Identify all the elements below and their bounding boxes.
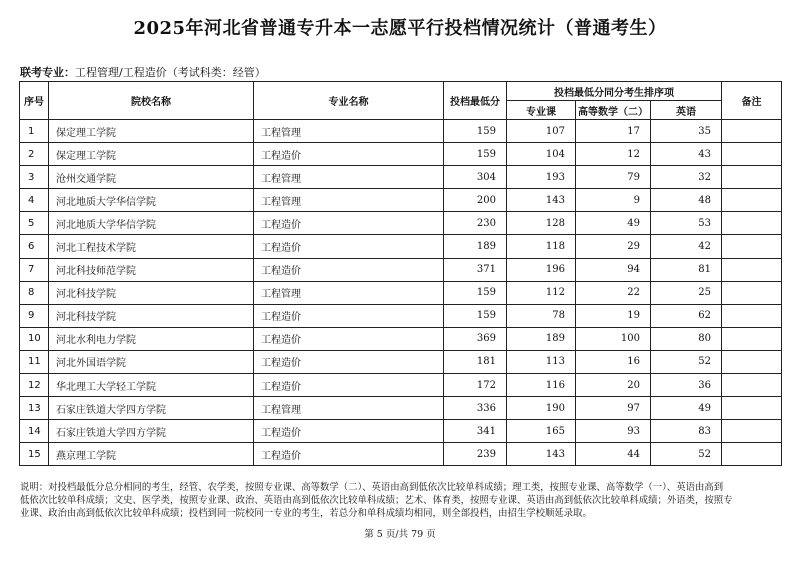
header-rank-english: 英语 bbox=[651, 101, 722, 120]
cell-school: 燕京理工学院 bbox=[49, 443, 254, 466]
cell-rank-major: 104 bbox=[507, 143, 576, 166]
table-row bbox=[20, 420, 782, 443]
cell-school: 河北工程技术学院 bbox=[49, 235, 254, 258]
cell-major: 工程管理 bbox=[254, 120, 444, 143]
cell-rank-english: 48 bbox=[651, 189, 722, 212]
table-row bbox=[20, 397, 782, 420]
cell-major: 工程造价 bbox=[254, 304, 444, 327]
cell-rank-math: 49 bbox=[576, 212, 651, 235]
cell-min-score: 371 bbox=[444, 258, 507, 281]
cell-rank-major: 165 bbox=[507, 420, 576, 443]
subject-value: 工程管理/工程造价（考试科类：经管） bbox=[75, 66, 266, 79]
table-row bbox=[20, 189, 782, 212]
cell-min-score: 336 bbox=[444, 397, 507, 420]
subject-label: 联考专业： bbox=[20, 66, 75, 79]
cell-rank-math: 97 bbox=[576, 397, 651, 420]
admission-table bbox=[19, 81, 782, 466]
cell-rank-major: 190 bbox=[507, 397, 576, 420]
cell-rank-major: 143 bbox=[507, 189, 576, 212]
cell-rank-english: 53 bbox=[651, 212, 722, 235]
cell-rank-english: 36 bbox=[651, 374, 722, 397]
cell-min-score: 230 bbox=[444, 212, 507, 235]
table-row bbox=[20, 120, 782, 143]
header-school: 院校名称 bbox=[49, 82, 254, 120]
cell-seq: 2 bbox=[20, 143, 49, 166]
cell-school: 石家庄铁道大学四方学院 bbox=[49, 397, 254, 420]
cell-min-score: 159 bbox=[444, 304, 507, 327]
header-rank-major: 专业课 bbox=[507, 101, 576, 120]
cell-rank-math: 29 bbox=[576, 235, 651, 258]
table-row bbox=[20, 374, 782, 397]
cell-seq: 5 bbox=[20, 212, 49, 235]
table-row bbox=[20, 281, 782, 304]
cell-school: 石家庄铁道大学四方学院 bbox=[49, 420, 254, 443]
cell-major: 工程管理 bbox=[254, 189, 444, 212]
cell-min-score: 172 bbox=[444, 374, 507, 397]
cell-remark bbox=[722, 258, 782, 281]
cell-seq: 3 bbox=[20, 166, 49, 189]
note-line: 业课、政治由高到低依次比较单科成绩；投档到同一院校同一专业的考生，若总分和单科成绩均相同，则全部投档，由招生学校顺延录取。 bbox=[20, 508, 592, 519]
cell-min-score: 181 bbox=[444, 350, 507, 373]
cell-major: 工程管理 bbox=[254, 281, 444, 304]
cell-major: 工程造价 bbox=[254, 420, 444, 443]
cell-rank-english: 81 bbox=[651, 258, 722, 281]
header-min-score: 投档最低分 bbox=[444, 82, 507, 120]
cell-seq: 8 bbox=[20, 281, 49, 304]
cell-school: 河北科技师范学院 bbox=[49, 258, 254, 281]
cell-major: 工程造价 bbox=[254, 374, 444, 397]
cell-remark bbox=[722, 420, 782, 443]
cell-remark bbox=[722, 120, 782, 143]
cell-remark bbox=[722, 235, 782, 258]
cell-seq: 4 bbox=[20, 189, 49, 212]
header-major: 专业名称 bbox=[254, 82, 444, 120]
cell-school: 河北外国语学院 bbox=[49, 350, 254, 373]
cell-rank-math: 16 bbox=[576, 350, 651, 373]
header-remark: 备注 bbox=[722, 82, 782, 120]
cell-rank-english: 80 bbox=[651, 327, 722, 350]
cell-major: 工程造价 bbox=[254, 443, 444, 466]
cell-major: 工程造价 bbox=[254, 235, 444, 258]
cell-seq: 15 bbox=[20, 443, 49, 466]
cell-major: 工程管理 bbox=[254, 166, 444, 189]
cell-remark bbox=[722, 281, 782, 304]
header-rank-group: 投档最低分同分考生排序项 bbox=[507, 82, 722, 101]
cell-rank-major: 118 bbox=[507, 235, 576, 258]
cell-rank-english: 35 bbox=[651, 120, 722, 143]
cell-rank-english: 52 bbox=[651, 443, 722, 466]
table-row bbox=[20, 350, 782, 373]
table-row bbox=[20, 443, 782, 466]
cell-rank-english: 32 bbox=[651, 166, 722, 189]
cell-rank-english: 83 bbox=[651, 420, 722, 443]
cell-rank-english: 49 bbox=[651, 397, 722, 420]
cell-rank-math: 9 bbox=[576, 189, 651, 212]
document-title: 2025年河北省普通专升本一志愿平行投档情况统计（普通考生） bbox=[133, 18, 667, 39]
cell-remark bbox=[722, 304, 782, 327]
cell-school: 保定理工学院 bbox=[49, 143, 254, 166]
cell-major: 工程造价 bbox=[254, 143, 444, 166]
cell-major: 工程造价 bbox=[254, 212, 444, 235]
cell-remark bbox=[722, 143, 782, 166]
cell-min-score: 189 bbox=[444, 235, 507, 258]
cell-rank-math: 12 bbox=[576, 143, 651, 166]
cell-seq: 13 bbox=[20, 397, 49, 420]
cell-seq: 7 bbox=[20, 258, 49, 281]
table-row bbox=[20, 304, 782, 327]
cell-rank-major: 128 bbox=[507, 212, 576, 235]
cell-rank-math: 20 bbox=[576, 374, 651, 397]
table-row bbox=[20, 212, 782, 235]
cell-school: 保定理工学院 bbox=[49, 120, 254, 143]
table-row bbox=[20, 235, 782, 258]
cell-rank-major: 112 bbox=[507, 281, 576, 304]
header-rank-math: 高等数学（二） bbox=[576, 101, 651, 120]
subject-line bbox=[20, 64, 266, 80]
cell-remark bbox=[722, 397, 782, 420]
cell-remark bbox=[722, 350, 782, 373]
note-line: 低依次比较单科成绩；文史、医学类，按照专业课、政治、英语由高到低依次比较单科成绩；艺术、体育类，按照专业课、英语由高到低依次比较单科成绩；外语类，按照专 bbox=[20, 495, 733, 506]
cell-remark bbox=[722, 189, 782, 212]
cell-major: 工程造价 bbox=[254, 327, 444, 350]
note-line: 说明：对投档最低分总分相同的考生，经管、农学类，按照专业课、高等数学（二）、英语由高到低依次比较单科成绩；理工类，按照专业课、高等数学（一）、英语由高到 bbox=[20, 482, 724, 493]
table-body bbox=[20, 120, 782, 466]
cell-major: 工程管理 bbox=[254, 397, 444, 420]
cell-rank-math: 17 bbox=[576, 120, 651, 143]
table-row bbox=[20, 327, 782, 350]
cell-rank-math: 93 bbox=[576, 420, 651, 443]
cell-school: 河北科技学院 bbox=[49, 281, 254, 304]
cell-seq: 12 bbox=[20, 374, 49, 397]
cell-remark bbox=[722, 166, 782, 189]
cell-school: 河北地质大学华信学院 bbox=[49, 189, 254, 212]
cell-major: 工程造价 bbox=[254, 258, 444, 281]
cell-min-score: 200 bbox=[444, 189, 507, 212]
cell-min-score: 159 bbox=[444, 281, 507, 304]
cell-school: 华北理工大学轻工学院 bbox=[49, 374, 254, 397]
cell-rank-english: 52 bbox=[651, 350, 722, 373]
cell-remark bbox=[722, 443, 782, 466]
cell-seq: 11 bbox=[20, 350, 49, 373]
cell-rank-english: 62 bbox=[651, 304, 722, 327]
table-row bbox=[20, 143, 782, 166]
cell-min-score: 239 bbox=[444, 443, 507, 466]
cell-remark bbox=[722, 374, 782, 397]
cell-remark bbox=[722, 212, 782, 235]
header-seq: 序号 bbox=[20, 82, 49, 120]
cell-rank-english: 43 bbox=[651, 143, 722, 166]
cell-rank-math: 19 bbox=[576, 304, 651, 327]
cell-school: 河北水利电力学院 bbox=[49, 327, 254, 350]
cell-rank-major: 78 bbox=[507, 304, 576, 327]
cell-rank-math: 94 bbox=[576, 258, 651, 281]
cell-min-score: 304 bbox=[444, 166, 507, 189]
cell-rank-math: 44 bbox=[576, 443, 651, 466]
cell-school: 沧州交通学院 bbox=[49, 166, 254, 189]
cell-seq: 1 bbox=[20, 120, 49, 143]
cell-rank-major: 189 bbox=[507, 327, 576, 350]
cell-min-score: 369 bbox=[444, 327, 507, 350]
cell-rank-major: 193 bbox=[507, 166, 576, 189]
cell-rank-major: 113 bbox=[507, 350, 576, 373]
table-row bbox=[20, 258, 782, 281]
cell-rank-english: 42 bbox=[651, 235, 722, 258]
cell-rank-major: 107 bbox=[507, 120, 576, 143]
cell-remark bbox=[722, 327, 782, 350]
cell-seq: 10 bbox=[20, 327, 49, 350]
table-row bbox=[20, 166, 782, 189]
cell-seq: 9 bbox=[20, 304, 49, 327]
cell-seq: 14 bbox=[20, 420, 49, 443]
cell-rank-major: 196 bbox=[507, 258, 576, 281]
cell-school: 河北科技学院 bbox=[49, 304, 254, 327]
cell-major: 工程造价 bbox=[254, 350, 444, 373]
cell-rank-major: 116 bbox=[507, 374, 576, 397]
note-text bbox=[20, 481, 785, 520]
cell-rank-major: 143 bbox=[507, 443, 576, 466]
cell-min-score: 341 bbox=[444, 420, 507, 443]
cell-min-score: 159 bbox=[444, 120, 507, 143]
cell-school: 河北地质大学华信学院 bbox=[49, 212, 254, 235]
cell-rank-math: 79 bbox=[576, 166, 651, 189]
cell-rank-math: 100 bbox=[576, 327, 651, 350]
cell-seq: 6 bbox=[20, 235, 49, 258]
page-number: 第 5 页/共 79 页 bbox=[364, 529, 436, 540]
cell-rank-english: 25 bbox=[651, 281, 722, 304]
cell-min-score: 159 bbox=[444, 143, 507, 166]
cell-rank-math: 22 bbox=[576, 281, 651, 304]
